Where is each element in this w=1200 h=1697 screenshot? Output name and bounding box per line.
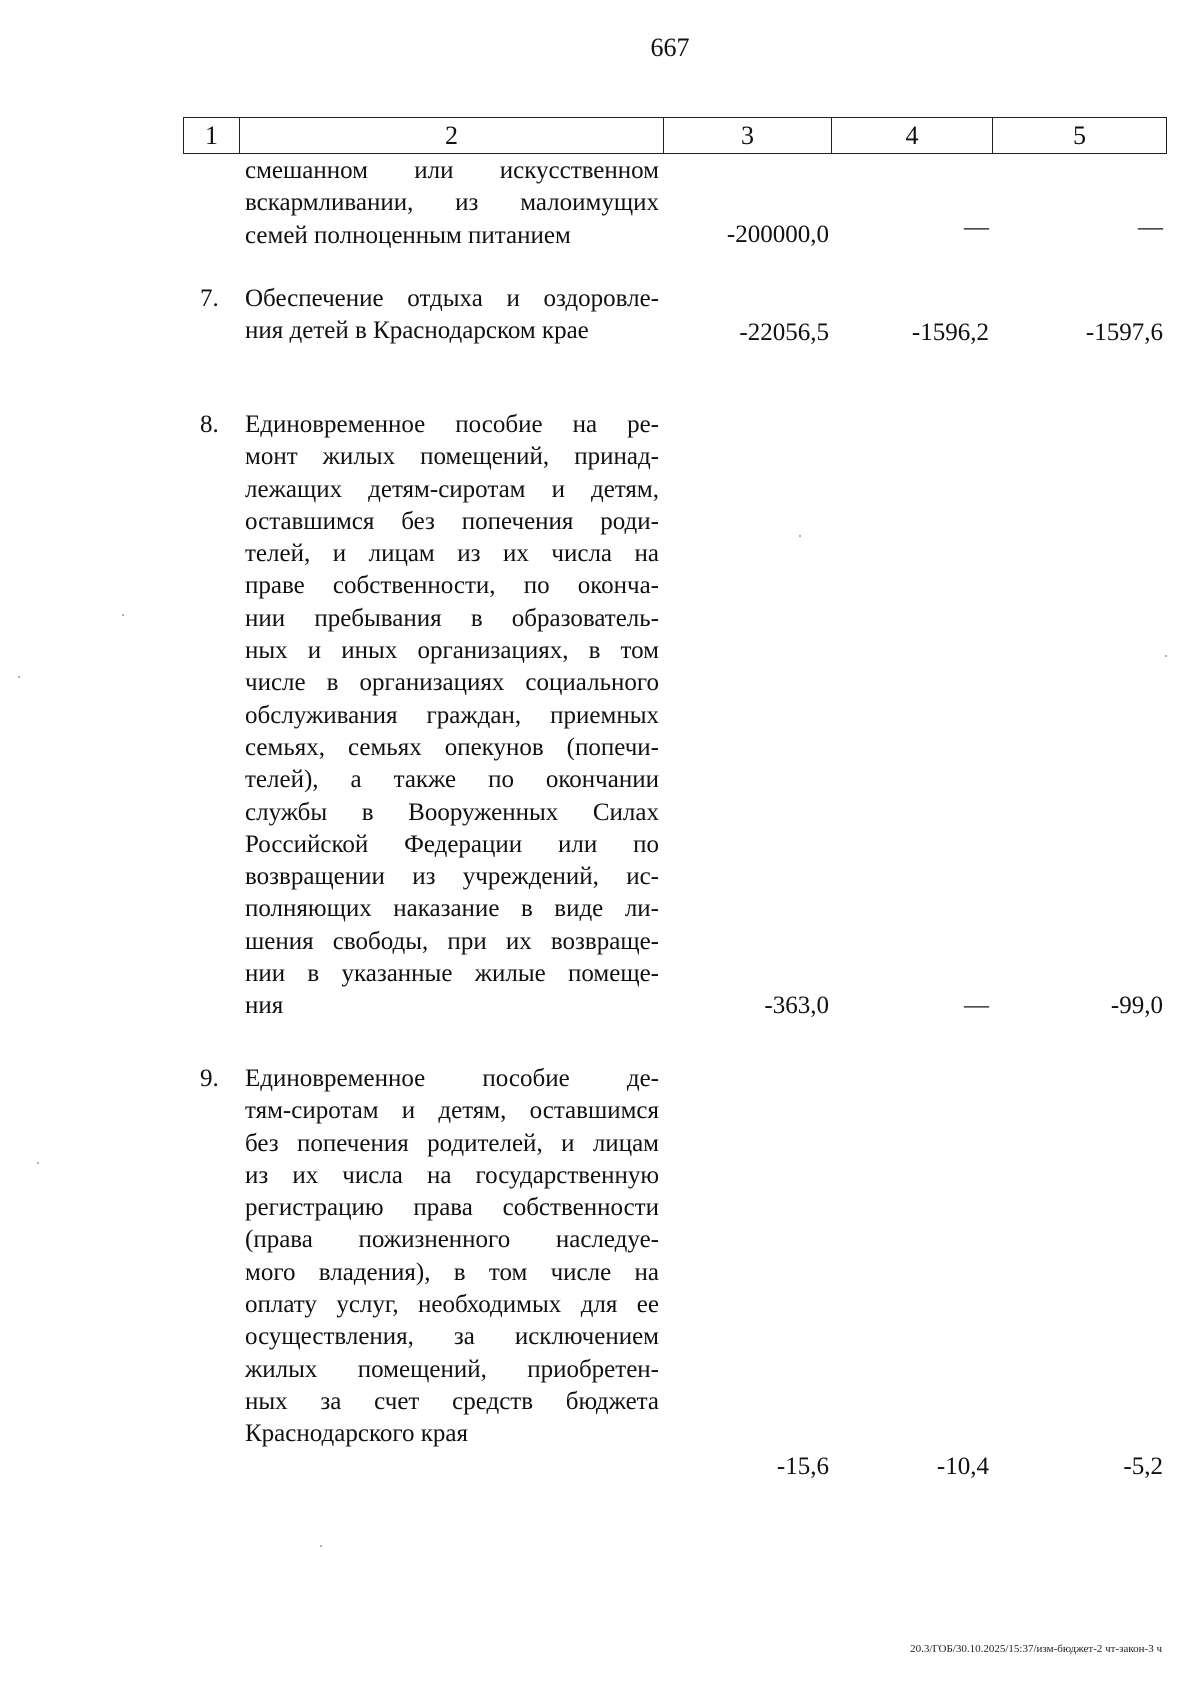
text-line: шения свободы, при их возвраще- — [245, 927, 659, 955]
row-8-col3: -363,0 — [764, 992, 829, 1019]
text-line: нии в указанные жилые помеще- — [245, 960, 659, 988]
text-line: из их числа на государственную — [245, 1161, 659, 1189]
row-7-col4: -1596,2 — [911, 319, 989, 346]
text-line: без попечения родителей, и лицам — [245, 1129, 659, 1157]
scan-speck — [320, 1545, 322, 1547]
text-line: вскармливании, из малоимущих — [245, 189, 659, 217]
text-line: ных за счет средств бюджета — [245, 1387, 659, 1415]
column-header-1: 1 — [184, 118, 240, 153]
row-9-number: 9. — [200, 1065, 219, 1092]
row-continuation-col3: -200000,0 — [726, 221, 829, 248]
text-line: Обеспечение отдыха и оздоровле- — [245, 285, 659, 312]
scan-speck — [799, 535, 801, 537]
scan-speck — [37, 1162, 39, 1164]
column-header-row — [183, 117, 1167, 154]
text-line: тям-сиротам и детям, оставшимся — [245, 1097, 659, 1125]
text-line: осуществления, за исключением — [245, 1323, 659, 1351]
text-line: числе в организациях социального — [245, 669, 659, 697]
row-8-col4: — — [964, 992, 989, 1019]
text-line: (права пожизненного наследуе- — [245, 1226, 659, 1254]
document-footer: 20.3/ГОБ/30.10.2025/15:37/изм-бюджет-2 чт-закон-3 ч — [910, 1643, 1162, 1655]
text-line: праве собственности, по оконча- — [245, 572, 659, 600]
text-line: жилых помещений, приобретен- — [245, 1355, 659, 1383]
text-line: телей), а также по окончании — [245, 766, 659, 794]
text-line: монт жилых помещений, принад- — [245, 443, 659, 471]
row-8-text — [245, 409, 659, 1023]
row-7-text — [245, 283, 659, 348]
scan-speck — [122, 614, 124, 616]
text-line: оплату услуг, необходимых для ее — [245, 1291, 659, 1319]
row-7-col5: -1597,6 — [1085, 319, 1163, 346]
text-line: Единовременное пособие де- — [245, 1065, 659, 1092]
row-continuation-col4: — — [964, 214, 989, 241]
row-continuation-text — [245, 155, 659, 252]
text-line: нии пребывания в образователь- — [245, 604, 659, 632]
row-8-col5: -99,0 — [1110, 992, 1163, 1019]
row-7-col3: -22056,5 — [739, 319, 829, 346]
text-line: оставшимся без попечения роди- — [245, 507, 659, 535]
row-7-number: 7. — [200, 285, 219, 312]
column-header-4: 4 — [832, 118, 993, 153]
text-line: службы в Вооруженных Силах — [245, 798, 659, 826]
row-continuation-col5: — — [1138, 214, 1163, 241]
row-9-col4: -10,4 — [936, 1453, 989, 1480]
text-line: возвращении из учреждений, ис- — [245, 863, 659, 891]
row-9-col5: -5,2 — [1123, 1453, 1163, 1480]
row-9-text — [245, 1063, 659, 1451]
text-line: смешанном или искусственном — [245, 157, 659, 184]
column-header-3: 3 — [664, 118, 832, 153]
text-line: телей, и лицам из их числа на — [245, 540, 659, 568]
column-header-2: 2 — [240, 118, 664, 153]
page-number: 667 — [650, 33, 690, 62]
scan-speck — [1165, 655, 1167, 657]
text-line: ния — [245, 992, 284, 1020]
text-line: мого владения), в том числе на — [245, 1258, 659, 1286]
text-line: обслуживания граждан, приемных — [245, 701, 659, 729]
text-line: ных и иных организациях, в том — [245, 637, 659, 665]
text-line: Единовременное пособие на ре- — [245, 411, 659, 438]
row-9-col3: -15,6 — [776, 1453, 829, 1480]
scan-speck — [18, 676, 20, 678]
text-line: регистрацию права собственности — [245, 1194, 659, 1222]
text-line: лежащих детям-сиротам и детям, — [245, 475, 659, 503]
text-line: ния детей в Краснодарском крае — [245, 317, 589, 345]
column-header-5: 5 — [1073, 120, 1086, 150]
text-line: семьях, семьях опекунов (попечи- — [245, 733, 659, 761]
text-line: Краснодарского края — [245, 1420, 468, 1448]
row-8-number: 8. — [200, 411, 219, 438]
text-line: семей полноценным питанием — [245, 221, 571, 249]
text-line: полняющих наказание в виде ли- — [245, 895, 659, 923]
text-line: Российской Федерации или по — [245, 830, 659, 858]
